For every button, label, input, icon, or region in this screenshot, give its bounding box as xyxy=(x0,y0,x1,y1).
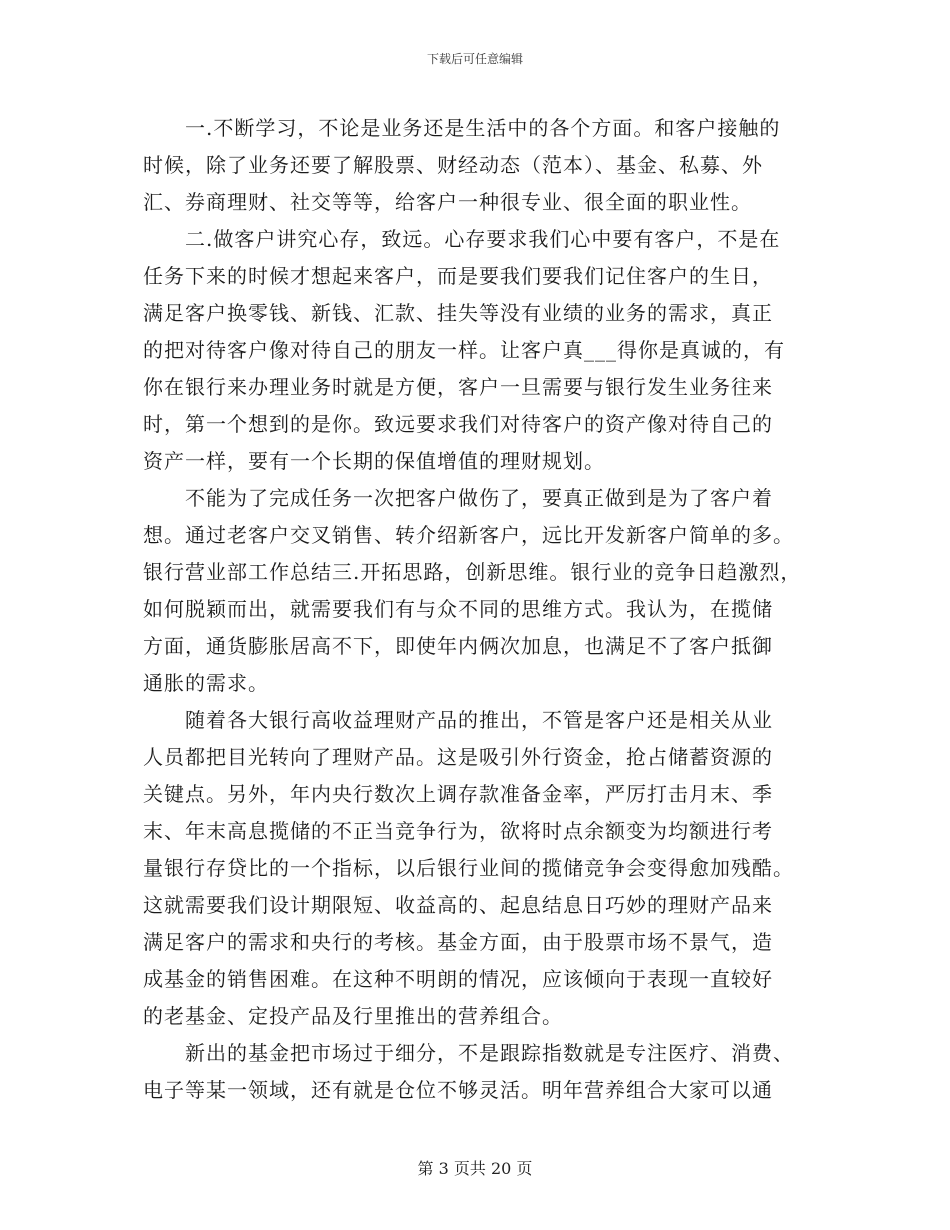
text-line: 一.不断学习，不论是业务还是生活中的各个方面。和客户接触的 xyxy=(185,116,781,140)
text-line: 时候，除了业务还要了解股票、财经动态（范本）、基金、私募、外 xyxy=(143,153,763,177)
text-line: 这就需要我们设计期限短、收益高的、起息结息日巧妙的理财产品来 xyxy=(143,893,773,917)
text-line: 随着各大银行高收益理财产品的推出，不管是客户还是相关从业 xyxy=(185,708,773,732)
text-line: 不能为了完成任务一次把客户做伤了，要真正做到是为了客户着 xyxy=(185,486,773,510)
text-line: 的把对待客户像对待自己的朋友一样。让客户真___得你是真诚的，有 xyxy=(143,338,785,362)
text-line: 通胀的需求。 xyxy=(143,671,269,695)
text-line: 人员都把目光转向了理财产品。这是吸引外行资金，抢占储蓄资源的 xyxy=(143,745,773,769)
text-line: 任务下来的时候才想起来客户，而是要我们要我们记住客户的生日， xyxy=(143,264,773,288)
text-line: 关键点。另外，年内央行数次上调存款准备金率，严厉打击月末、季 xyxy=(143,782,773,806)
text-line: 量银行存贷比的一个指标，以后银行业间的揽储竞争会变得愈加残酷。 xyxy=(143,856,794,880)
text-line: 成基金的销售困难。在这种不明朗的情况，应该倾向于表现一直较好 xyxy=(143,967,773,991)
text-line: 末、年末高息揽储的不正当竞争行为，欲将时点余额变为均额进行考 xyxy=(143,819,773,843)
text-line: 资产一样，要有一个长期的保值增值的理财规划。 xyxy=(143,449,605,473)
text-line: 银行营业部工作总结三.开拓思路，创新思维。银行业的竞争日趋激烈， xyxy=(143,560,802,584)
page-number: 第 3 页共 20 页 xyxy=(417,1159,533,1178)
body-text xyxy=(143,110,808,1109)
page-header: 下载后可任意编辑 xyxy=(426,52,523,66)
text-line: 新出的基金把市场过于细分，不是跟踪指数就是专注医疗、消费、 xyxy=(185,1041,794,1065)
text-line: 方面，通货膨胀居高不下，即使年内俩次加息，也满足不了客户抵御 xyxy=(143,634,773,658)
text-line: 汇、券商理财、社交等等，给客户一种很专业、很全面的职业性。 xyxy=(143,190,752,214)
text-line: 的老基金、定投产品及行里推出的营养组合。 xyxy=(143,1004,563,1028)
text-line: 电子等某一领域，还有就是仓位不够灵活。明年营养组合大家可以通 xyxy=(143,1078,773,1102)
text-line: 如何脱颖而出，就需要我们有与众不同的思维方式。我认为，在揽储 xyxy=(143,597,773,621)
text-line: 满足客户换零钱、新钱、汇款、挂失等没有业绩的业务的需求，真正 xyxy=(143,301,773,325)
text-line: 满足客户的需求和央行的考核。基金方面，由于股票市场不景气，造 xyxy=(143,930,773,954)
text-line: 想。通过老客户交叉销售、转介绍新客户，远比开发新客户简单的多。 xyxy=(143,523,794,547)
text-line: 你在银行来办理业务时就是方便，客户一旦需要与银行发生业务往来 xyxy=(143,375,773,399)
text-line: 二.做客户讲究心存，致远。心存要求我们心中要有客户，不是在 xyxy=(185,227,781,251)
text-line: 时，第一个想到的是你。致远要求我们对待客户的资产像对待自己的 xyxy=(143,412,773,436)
